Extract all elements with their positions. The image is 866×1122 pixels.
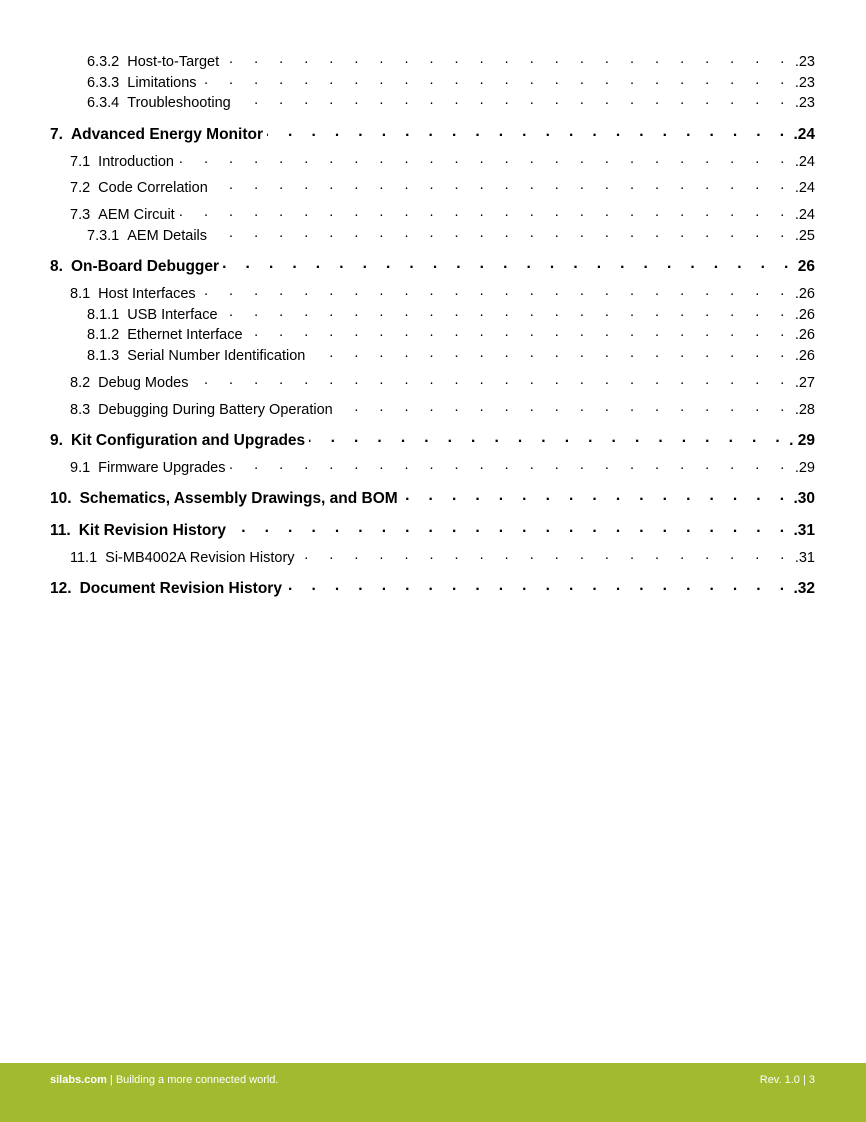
dot-leader xyxy=(247,324,793,339)
toc-entry-8-1-3[interactable] xyxy=(87,345,815,364)
toc-entry-title: Limitations xyxy=(127,74,197,91)
toc-entry-page: . 29 xyxy=(789,431,815,449)
toc-entry-number: 6.3.3 xyxy=(87,74,120,91)
toc-entry-title: Ethernet Interface xyxy=(127,326,243,343)
toc-entry-number: 8.1 xyxy=(70,285,91,302)
toc-entry-12[interactable] xyxy=(50,577,815,598)
toc-entry-page: .29 xyxy=(794,459,815,476)
dot-leader xyxy=(178,151,793,166)
toc-entry-8-1[interactable] xyxy=(70,283,815,302)
toc-entry-title: Kit Revision History xyxy=(78,521,226,539)
toc-entry-title: AEM Circuit xyxy=(98,206,175,223)
dot-leader xyxy=(223,255,796,271)
dot-leader xyxy=(299,547,793,562)
toc-entry-page: .26 xyxy=(794,306,815,323)
toc-entry-number: 12. xyxy=(50,579,72,597)
dot-leader xyxy=(200,283,793,298)
toc-entry-title: Serial Number Identification xyxy=(127,347,306,364)
dot-leader xyxy=(402,487,792,503)
toc-entry-number: 10. xyxy=(50,489,72,507)
toc-entry-title: Schematics, Assembly Drawings, and BOM xyxy=(79,489,398,507)
toc-entry-title: Kit Configuration and Upgrades xyxy=(70,431,306,449)
dot-leader xyxy=(223,51,793,66)
toc-entry-6-3-3[interactable] xyxy=(87,72,815,91)
toc-entry-7[interactable] xyxy=(50,123,815,144)
toc-entry-number: 9. xyxy=(50,431,63,449)
footer-revision: Rev. 1.0 | 3 xyxy=(759,1074,815,1086)
toc-entry-number: 7.1 xyxy=(70,153,91,170)
toc-entry-page: .24 xyxy=(794,206,815,223)
toc-entry-title: Host-to-Target xyxy=(127,53,220,70)
dot-leader xyxy=(222,304,793,319)
toc-entry-9-1[interactable] xyxy=(70,457,815,476)
toc-entry-11[interactable] xyxy=(50,519,815,540)
toc-entry-page: .32 xyxy=(793,579,815,597)
toc-entry-7-2[interactable] xyxy=(70,177,815,196)
toc-entry-title: Firmware Upgrades xyxy=(98,459,226,476)
footer-site-link[interactable]: silabs.com xyxy=(50,1074,107,1086)
dot-leader xyxy=(309,429,787,445)
toc-entry-page: .27 xyxy=(794,374,815,391)
toc-entry-page: .23 xyxy=(794,53,815,70)
toc-entry-page: .24 xyxy=(794,153,815,170)
toc-entry-page: .31 xyxy=(793,521,815,539)
toc-entry-8-1-2[interactable] xyxy=(87,324,815,343)
footer-tagline xyxy=(50,1074,278,1086)
toc-entry-8-3[interactable] xyxy=(70,399,815,418)
toc-entry-number: 7. xyxy=(50,125,63,143)
toc-entry-page: .31 xyxy=(794,549,815,566)
footer-tagline-text: | Building a more connected world. xyxy=(106,1074,279,1086)
dot-leader xyxy=(211,225,793,240)
toc-entry-6-3-2[interactable] xyxy=(87,51,815,70)
page-footer xyxy=(0,1063,866,1122)
toc-entry-page: 26 xyxy=(797,257,815,275)
toc-entry-title: USB Interface xyxy=(127,306,218,323)
dot-leader xyxy=(179,204,793,219)
dot-leader xyxy=(286,577,791,593)
toc-entry-title: Host Interfaces xyxy=(98,285,196,302)
toc-entry-page: .23 xyxy=(794,94,815,111)
toc-entry-title: On-Board Debugger xyxy=(70,257,220,275)
toc-entry-number: 8.1.1 xyxy=(87,306,120,323)
toc-entry-number: 7.3 xyxy=(70,206,91,223)
toc-entry-page: .26 xyxy=(794,326,815,343)
toc-entry-7-3[interactable] xyxy=(70,204,815,223)
toc-entry-title: Troubleshooting xyxy=(127,94,231,111)
toc-entry-number: 7.2 xyxy=(70,179,91,196)
toc-entry-page: .23 xyxy=(794,74,815,91)
toc-entry-number: 8.1.3 xyxy=(87,347,120,364)
toc-entry-number: 11.1 xyxy=(70,549,98,566)
toc-entry-page: .26 xyxy=(794,347,815,364)
toc-entry-page: .26 xyxy=(794,285,815,302)
toc-entry-number: 11. xyxy=(50,521,71,539)
toc-entry-page: .24 xyxy=(794,179,815,196)
toc-entry-10[interactable] xyxy=(50,487,815,508)
toc-entry-title: Debugging During Battery Operation xyxy=(98,401,333,418)
toc-entry-6-3-4[interactable] xyxy=(87,92,815,111)
toc-entry-number: 9.1 xyxy=(70,459,91,476)
dot-leader xyxy=(201,72,793,87)
toc-entry-number: 8.1.2 xyxy=(87,326,120,343)
toc-entry-title: Advanced Energy Monitor xyxy=(70,125,263,143)
toc-entry-title: Code Correlation xyxy=(98,179,208,196)
toc-entry-page: .28 xyxy=(794,401,815,418)
toc-entry-number: 8. xyxy=(50,257,63,275)
toc-entry-7-1[interactable] xyxy=(70,151,815,170)
toc-entry-7-3-1[interactable] xyxy=(87,225,815,244)
toc-entry-page: .25 xyxy=(794,227,815,244)
toc-entry-number: 6.3.4 xyxy=(87,94,120,111)
toc-entry-8-1-1[interactable] xyxy=(87,304,815,323)
dot-leader xyxy=(192,372,792,387)
toc-entry-page: .24 xyxy=(793,125,815,143)
dot-leader xyxy=(230,519,791,535)
toc-entry-number: 8.3 xyxy=(70,401,91,418)
dot-leader xyxy=(235,92,793,107)
toc-entry-9[interactable] xyxy=(50,429,815,450)
toc-entry-number: 7.3.1 xyxy=(87,227,120,244)
toc-entry-page: .30 xyxy=(793,489,815,507)
toc-entry-8[interactable] xyxy=(50,255,815,276)
toc-entry-title: Introduction xyxy=(98,153,174,170)
toc-entry-11-1[interactable] xyxy=(70,547,815,566)
toc-entry-title: Debug Modes xyxy=(98,374,189,391)
dot-leader xyxy=(212,177,793,192)
toc-entry-title: AEM Details xyxy=(127,227,208,244)
toc-entry-title: Document Revision History xyxy=(79,579,282,597)
toc-entry-number: 8.2 xyxy=(70,374,91,391)
dot-leader xyxy=(230,457,793,472)
dot-leader xyxy=(309,345,792,360)
toc-entry-number: 6.3.2 xyxy=(87,53,120,70)
toc-entry-title: Si-MB4002A Revision History xyxy=(105,549,295,566)
dot-leader xyxy=(337,399,793,414)
toc-entry-8-2[interactable] xyxy=(70,372,815,391)
dot-leader xyxy=(267,123,791,139)
